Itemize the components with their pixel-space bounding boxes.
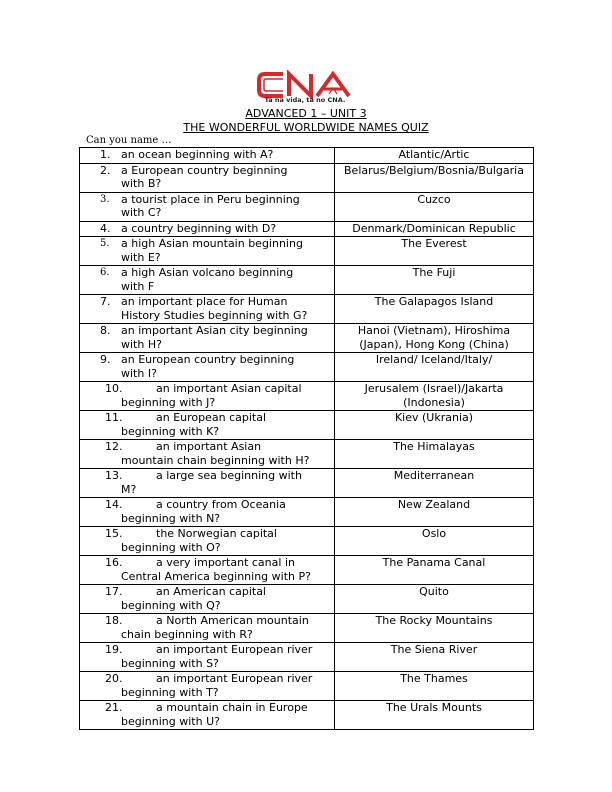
question-number: 21. [105, 701, 123, 714]
question-cell [80, 324, 335, 353]
question-cell [80, 469, 335, 498]
question-number: 9. [100, 353, 111, 366]
question-text-continued: beginning with T? [121, 685, 219, 699]
question-text-continued: with I? [121, 366, 157, 380]
quiz-row [80, 585, 534, 614]
answer-cell: Quito [335, 585, 534, 614]
question-cell [80, 163, 335, 192]
answer-cell: Atlantic/Artic [335, 148, 534, 164]
question-number: 2. [100, 163, 111, 177]
question-number: 14. [105, 498, 123, 511]
question-number: 12. [105, 440, 123, 453]
quiz-row [80, 382, 534, 411]
answer-cell: The Urals Mounts [335, 701, 534, 730]
answer-cell: The Panama Canal [335, 556, 534, 585]
question-text-continued: chain beginning with R? [121, 627, 253, 641]
question-text-continued: beginning with Q? [121, 598, 221, 612]
answer-cell: The Everest [335, 237, 534, 266]
answer-cell: Hanoi (Vietnam), Hiroshima (Japan), Hong Kong (China) [335, 324, 534, 353]
question-number: 8. [100, 324, 111, 337]
question-text: an important place for Human [121, 295, 288, 308]
answer-cell: The Galapagos Island [335, 295, 534, 324]
question-text: a large sea beginning with [156, 469, 302, 482]
question-text-continued: with C? [121, 206, 162, 219]
answer-cell: Ireland/ Iceland/Italy/ [335, 353, 534, 382]
answer-cell: Jerusalem (Israel)/Jakarta (Indonesia) [335, 382, 534, 411]
question-text: an European country beginning [121, 353, 295, 366]
quiz-row [80, 353, 534, 382]
question-text-continued: with H? [121, 337, 162, 351]
question-text-continued: beginning with N? [121, 511, 221, 525]
question-number: 18. [105, 614, 123, 627]
question-number: 11. [105, 411, 123, 424]
question-text: a tourist place in Peru beginning [121, 192, 300, 206]
quiz-row [80, 411, 534, 440]
quiz-row [80, 237, 534, 266]
quiz-table [79, 147, 534, 730]
answer-cell: Belarus/Belgium/Bosnia/Bulgaria [335, 163, 534, 192]
question-text: the Norwegian capital [156, 527, 277, 540]
quiz-row [80, 643, 534, 672]
question-number: 4. [100, 221, 111, 235]
question-text: an important Asian city beginning [121, 324, 308, 337]
question-text: a very important canal in [156, 556, 295, 569]
question-number: 1. [100, 148, 111, 161]
answer-cell: The Himalayas [335, 440, 534, 469]
answer-cell: Cuzco [335, 192, 534, 221]
quiz-row [80, 295, 534, 324]
question-number: 6. [100, 267, 110, 278]
quiz-row [80, 469, 534, 498]
question-number: 3. [100, 193, 110, 205]
question-cell [80, 353, 335, 382]
quiz-row [80, 192, 534, 221]
question-text: an important European river [156, 643, 313, 656]
question-text: an ocean beginning with A? [121, 148, 274, 161]
quiz-row [80, 672, 534, 701]
question-text: an important Asian capital [156, 382, 302, 395]
question-text: a country beginning with D? [121, 221, 277, 235]
question-cell [80, 382, 335, 411]
question-cell [80, 585, 335, 614]
question-text: an important European river [156, 672, 313, 685]
quiz-row [80, 266, 534, 295]
quiz-row [80, 614, 534, 643]
question-number: 19. [105, 643, 123, 656]
question-text: an important Asian [156, 440, 262, 453]
quiz-row [80, 440, 534, 469]
question-text-continued: M? [121, 482, 137, 496]
question-number: 20. [105, 672, 123, 685]
quiz-row [80, 498, 534, 527]
answer-cell: Denmark/Dominican Republic [335, 221, 534, 237]
question-number: 13. [105, 469, 123, 482]
answer-cell: New Zealand [335, 498, 534, 527]
question-text-continued: History Studies beginning with G? [121, 308, 308, 322]
question-text: a high Asian mountain beginning [121, 237, 303, 250]
question-text: a mountain chain in Europe [156, 701, 308, 714]
answer-cell: The Thames [335, 672, 534, 701]
question-text: a North American mountain [156, 614, 309, 627]
question-text: a country from Oceania [156, 498, 286, 511]
question-text-continued: beginning with U? [121, 714, 220, 728]
unit-title: ADVANCED 1 – UNIT 3 [245, 107, 367, 120]
question-cell [80, 148, 335, 164]
question-cell [80, 701, 335, 730]
question-text-continued: beginning with S? [121, 656, 219, 670]
question-cell [80, 192, 335, 221]
question-number: 17. [105, 585, 123, 598]
question-number: 5. [100, 238, 110, 249]
question-cell [80, 498, 335, 527]
question-text-continued: beginning with J? [121, 395, 216, 409]
question-cell [80, 266, 335, 295]
question-cell [80, 672, 335, 701]
quiz-title: THE WONDERFUL WORLDWIDE NAMES QUIZ [183, 121, 429, 134]
question-number: 16. [105, 556, 123, 569]
quiz-row [80, 148, 534, 164]
question-text-continued: with E? [121, 250, 161, 264]
question-cell [80, 556, 335, 585]
question-cell [80, 440, 335, 469]
quiz-row [80, 221, 534, 237]
question-text-continued: mountain chain beginning with H? [121, 453, 310, 467]
answer-cell: The Fuji [335, 266, 534, 295]
question-cell [80, 614, 335, 643]
quiz-row [80, 527, 534, 556]
question-cell [80, 643, 335, 672]
answer-cell: The Siena River [335, 643, 534, 672]
logo-tagline: Tá na vida, tá no CNA. [264, 96, 346, 104]
question-cell [80, 221, 335, 237]
question-cell [80, 527, 335, 556]
question-cell [80, 237, 335, 266]
answer-cell: Mediterranean [335, 469, 534, 498]
question-text: an European capital [156, 411, 267, 424]
quiz-row [80, 701, 534, 730]
cna-logo [255, 70, 355, 110]
quiz-row [80, 163, 534, 192]
question-text-continued: Central America beginning with P? [121, 569, 311, 583]
answer-cell: Kiev (Ukrania) [335, 411, 534, 440]
question-number: 10. [105, 382, 123, 395]
question-text-continued: with F [121, 279, 155, 293]
question-text-continued: beginning with O? [121, 540, 221, 554]
answer-cell: Oslo [335, 527, 534, 556]
question-cell [80, 411, 335, 440]
answer-cell: The Rocky Mountains [335, 614, 534, 643]
question-number: 7. [100, 295, 111, 308]
question-text-continued: with B? [121, 177, 162, 190]
question-text: an American capital [156, 585, 266, 598]
intro-text: Can you name … [86, 135, 172, 146]
quiz-row [80, 556, 534, 585]
question-cell [80, 295, 335, 324]
question-number: 15. [105, 527, 123, 540]
question-text: a high Asian volcano beginning [121, 266, 294, 279]
question-text: a European country beginning [121, 163, 288, 177]
question-text-continued: beginning with K? [121, 424, 220, 438]
quiz-row [80, 324, 534, 353]
